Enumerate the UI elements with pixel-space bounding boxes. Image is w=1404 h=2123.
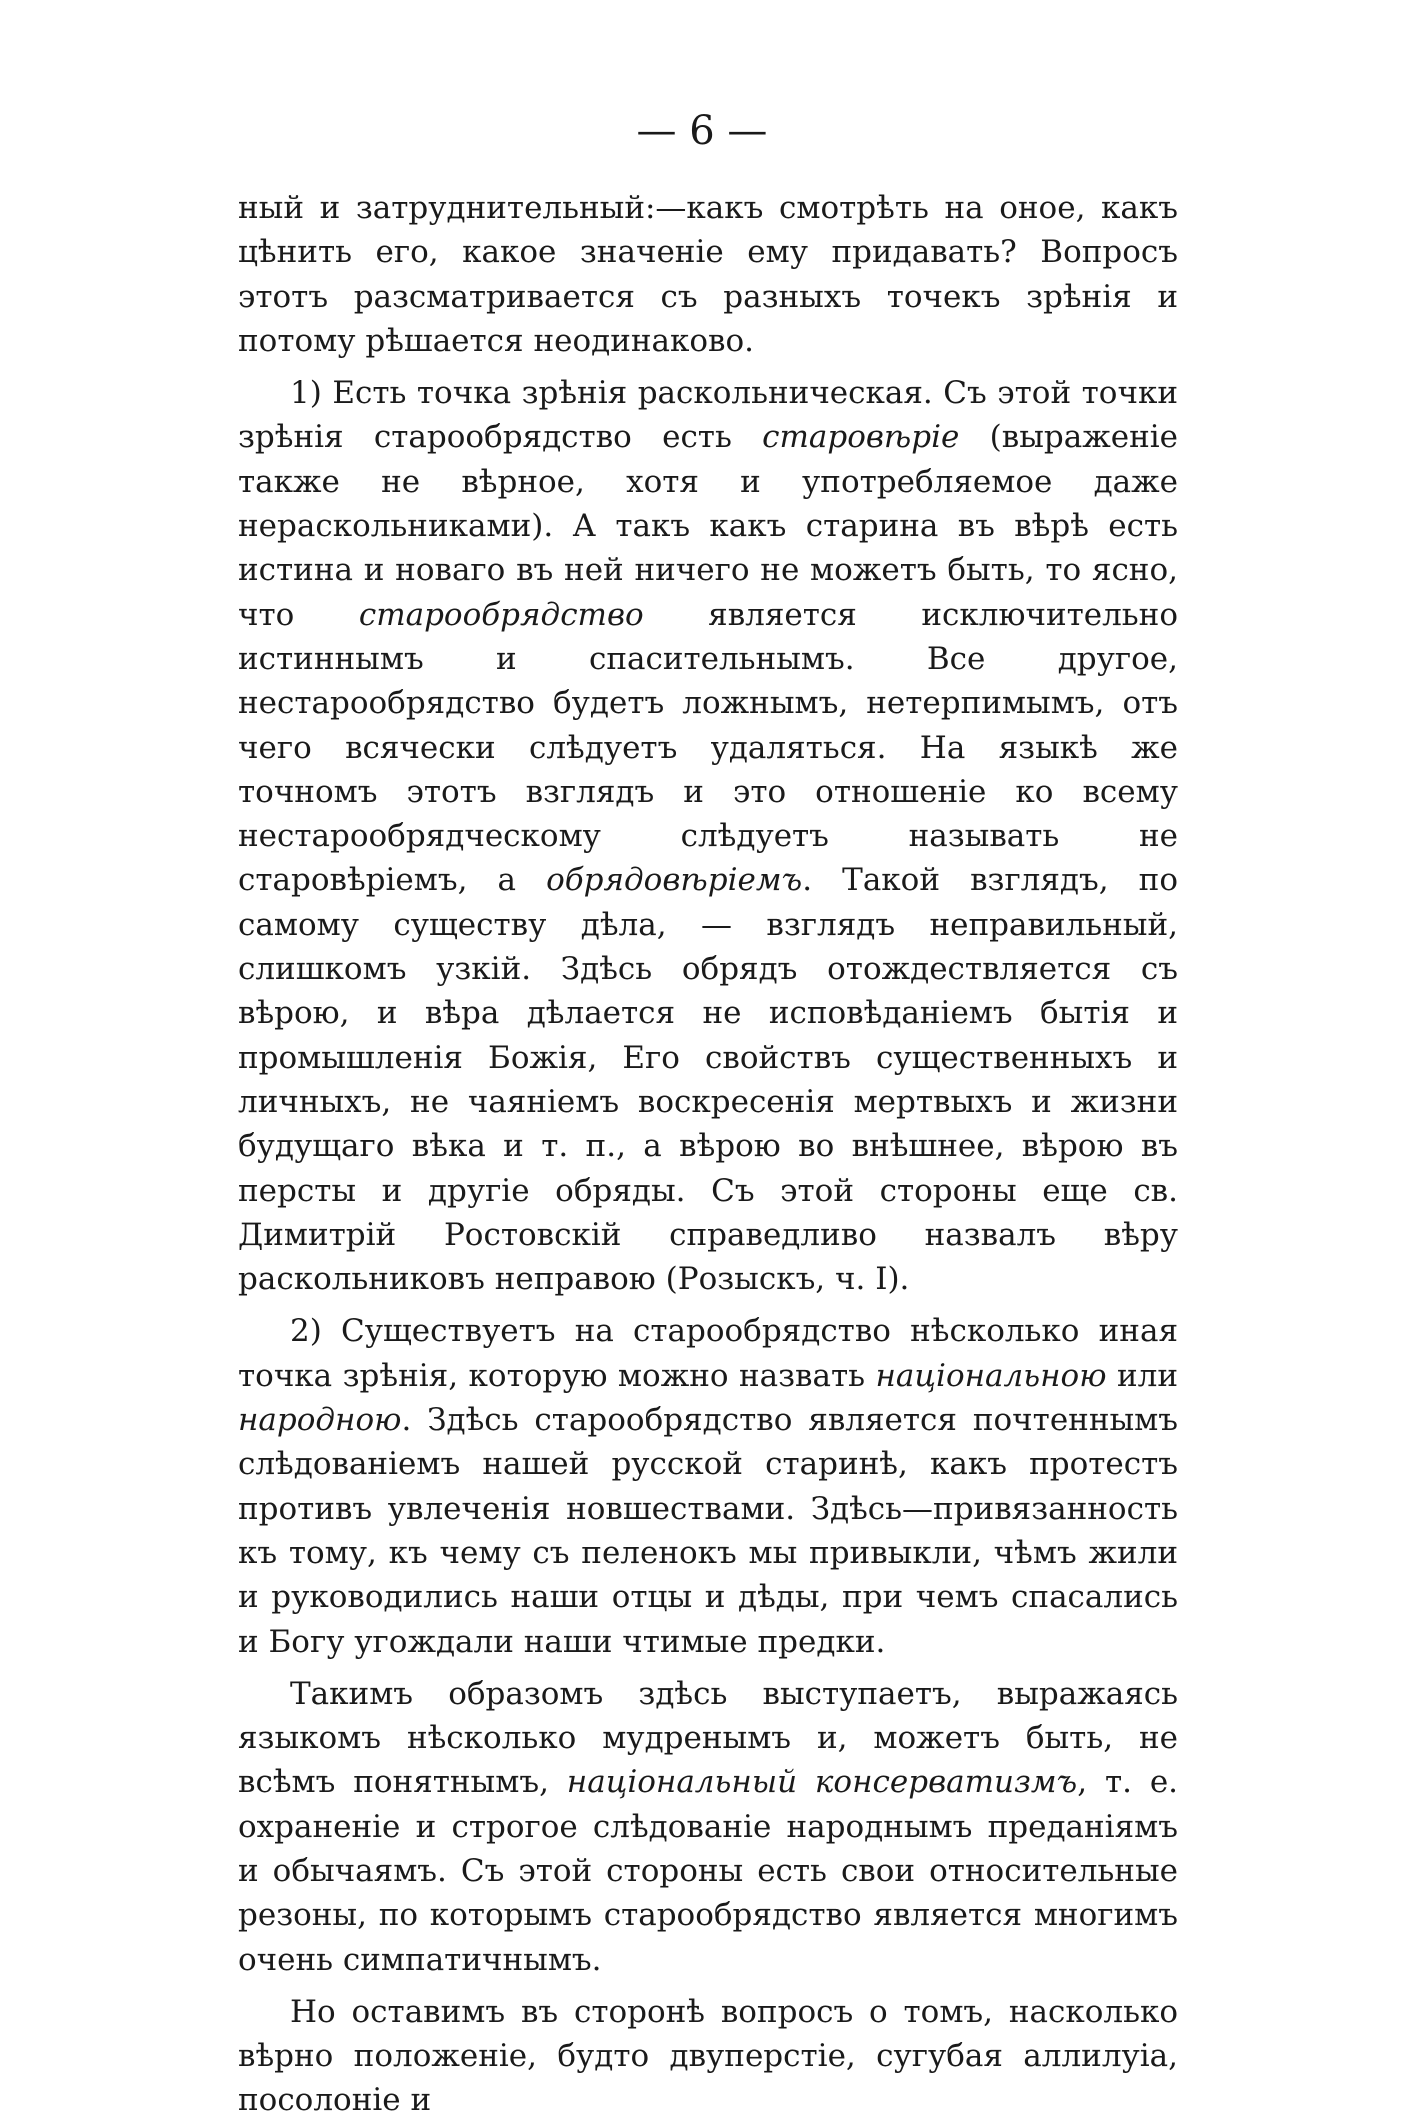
italic-term: обрядовѣрiемъ [546, 862, 803, 899]
text-run: является исключительно истиннымъ и спасительнымъ. Все другое, нестарообрядство будетъ ложнымъ, нетерпимымъ, отъ чего всячески слѣдуетъ удаляться. На языкѣ же точномъ этотъ взглядъ и это отношенiе ко всему нестарообрядческому слѣдуетъ называть не старовѣрiемъ, а [238, 596, 1178, 899]
italic-term: старовѣрiе [762, 419, 960, 456]
text-run: . Такой взглядъ, по самому существу дѣла, — взглядъ неправильный, слишкомъ узкiй. Здѣсь обрядъ отождествляется съ вѣрою, и вѣра дѣлается не исповѣданiемъ бытiя и промышленiя Божiя, Его свойствъ существенныхъ и личныхъ, не чаянiемъ воскресенiя мертвыхъ и жизни будущаго вѣка и т. п., а вѣрою во внѣшнее, вѣрою въ персты и другiе обряды. Съ этой стороны еще св. Димитрiй Ростовскiй справедливо назвалъ вѣру раскольниковъ неправою (Розыскъ, ч. I). [238, 862, 1178, 1298]
paragraph-conservatism [238, 1672, 1178, 1982]
paragraph-raskol-viewpoint [238, 371, 1178, 1301]
text-run: . Здѣсь старообрядство является почтеннымъ слѣдованiемъ нашей русской старинѣ, какъ протестъ противъ увлеченiя новшествами. Здѣсь—привязанность къ тому, къ чему съ пеленокъ мы привыкли, чѣмъ жили и руководились наши отцы и дѣды, при чемъ спасались и Богу угождали наши чтимые предки. [238, 1402, 1178, 1660]
italic-term: нацiональный консерватизмъ [566, 1764, 1078, 1801]
text-run: , т. е. охраненiе и строгое слѣдованiе народнымъ преданiямъ и обычаямъ. Съ этой стороны есть свои относительные резоны, по которымъ старообрядство является многимъ очень симпатичнымъ. [238, 1764, 1179, 1978]
paragraph-national-viewpoint [238, 1309, 1178, 1663]
text-run: 1) Есть точка зрѣнiя раскольническая. Съ этой точки зрѣнiя старообрядство есть [238, 375, 1178, 456]
text-run: ный и затруднительный:—какъ смотрѣть на оное, какъ цѣнить его, какое значенiе ему придавать? Вопросъ этотъ разсматривается съ разныхъ точекъ зрѣнiя и потому рѣшается неодинаково. [238, 190, 1178, 359]
italic-term: народною [238, 1402, 402, 1439]
text-run: или [1106, 1357, 1178, 1394]
body-text [238, 186, 1178, 2123]
text-run: Такимъ образомъ здѣсь выступаетъ, выражаясь языкомъ нѣсколько мудренымъ и, можетъ быть, не всѣмъ понятнымъ, [238, 1675, 1178, 1801]
italic-term: старообрядство [358, 596, 644, 633]
italic-term: нацiональною [875, 1357, 1107, 1394]
text-run: Но оставимъ въ сторонѣ вопросъ о томъ, насколько вѣрно положенiе, будто двуперстiе, сугубая аллилуiа, посолонiе и [238, 1993, 1178, 2119]
paragraph-continuation [238, 186, 1178, 363]
paragraph-closing [238, 1990, 1178, 2123]
text-run: (выраженiе также не вѣрное, хотя и употребляемое даже нераскольниками). А такъ какъ старина въ вѣрѣ есть истина и новаго въ ней ничего не можетъ быть, то ясно, что [238, 419, 1178, 633]
text-run: 2) Существуетъ на старообрядство нѣсколько иная точка зрѣнiя, которую можно назвать [238, 1313, 1178, 1394]
page-number: — 6 — [636, 108, 768, 154]
